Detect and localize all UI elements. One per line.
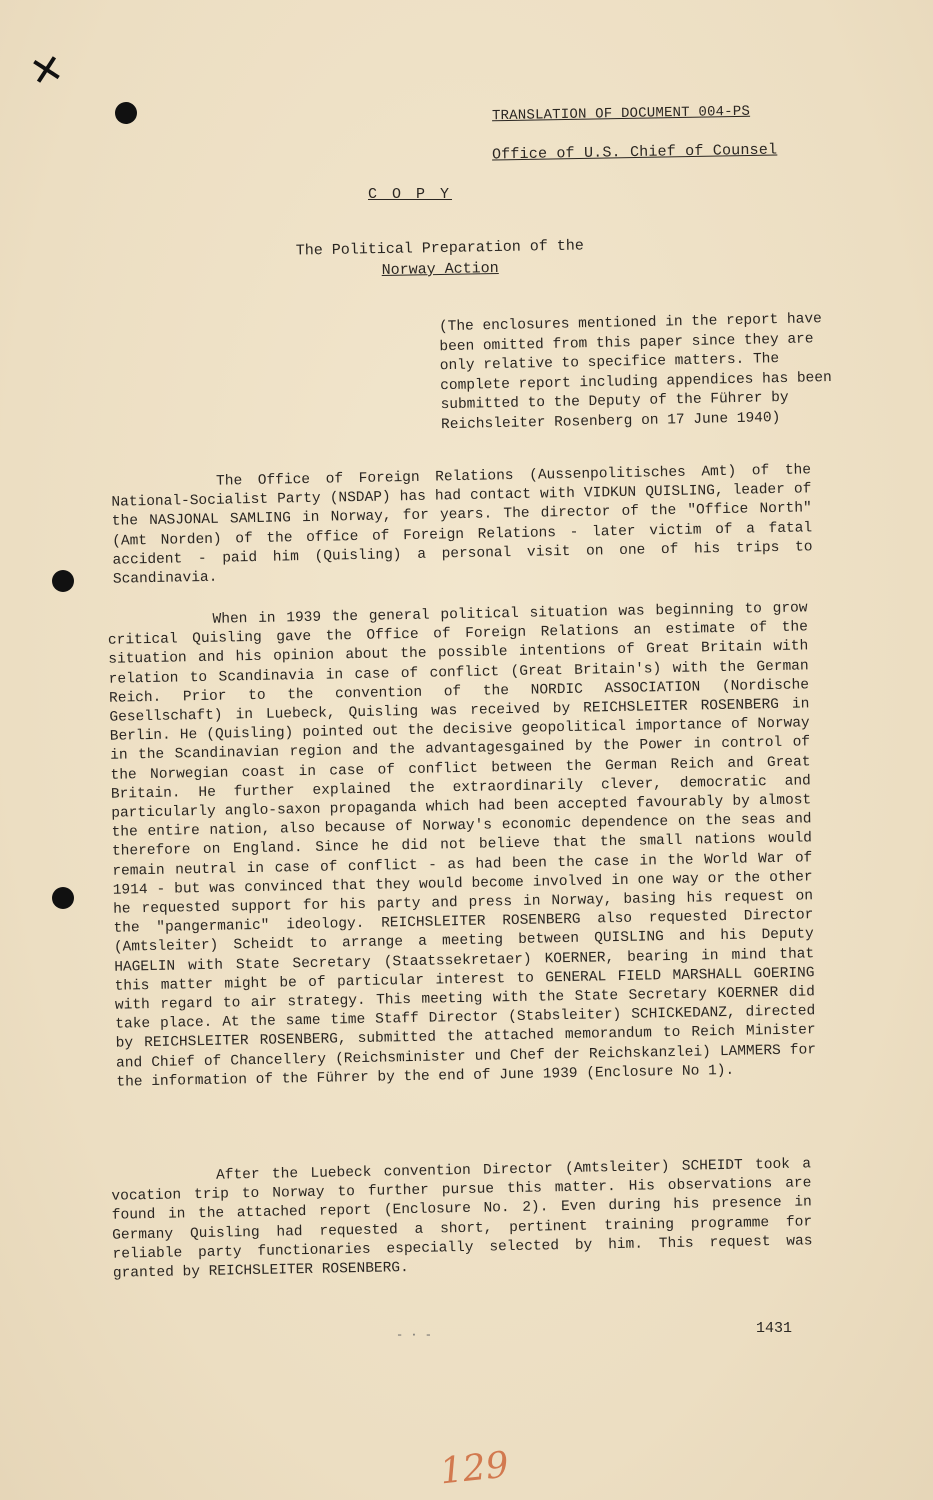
- title-line-2: Norway Action: [381, 259, 499, 280]
- translation-header: TRANSLATION OF DOCUMENT 004-PS: [491, 103, 751, 125]
- page-number: 1431: [756, 1320, 793, 1337]
- paragraph-3-text: After the Luebeck convention Director (Amtsleiter) SCHEIDT took a vocation trip to Norway to further pursue this matter. His observations are found in the attached report (Enclosure No. 2). Even during his presence in Germany Quisling had requested a short, pertinent training programme for reliable party functionaries especially selected by him. This request was granted by REICHSLEITER ROSENBERG.: [111, 1156, 813, 1282]
- enclosure-note: [439, 310, 841, 435]
- paragraph-1: [111, 461, 813, 590]
- punch-hole-middle: [52, 570, 74, 592]
- punch-hole-lower: [52, 887, 74, 909]
- punch-hole-top: [115, 102, 137, 124]
- paragraph-2-text: When in 1939 the general political situation was beginning to grow critical Quisling gave the Office of Foreign Relations an estimate of the situation and his opinion about the possible intentions of Great Britain with relation to Scandinavia in case of conflict (Great Britain's) with the German Reich. Prior to the convention of the NORDIC ASSOCIATION (Nordische Gesellschaft) in Luebeck, Quisling was received by REICHSLEITER ROSENBERG in Berlin. He (Quisling) pointed out the decisive geopolitical importance of Norway in the Scandinavian region and the advantagesgained by the Power in control of the Norwegian coast in case of conflict between the German Reich and Great Britain. He further explained the extraordinarily clever, democratic and particularly anglo-saxon propaganda which had been accepted favourably by almost the entire nation, also because of Norway's economic dependence on the seas and therefore on England. Since he did not believe that the small nations would remain neutral in case of conflict - as had been the case in the World War of 1914 - but was convinced that they would become involved in one way or the other he requested support for his party and press in Norway, basing his request on the "pangermanic" ideology. REICHSLEITER ROSENBERG also requested Director (Amtsleiter) Scheidt to arrange a meeting between QUISLING and his Deputy HAGELIN with State Secretary (Staatssekretaer) KOERNER, bearing in mind that this matter might be of particular interest to GENERAL FIELD MARSHALL GOERING with regard to air strategy. This meeting with the State Secretary KOERNER did take place. At the same time Staff Director (Stabsleiter) SCHICKEDANZ, directed by REICHSLEITER ROSENBERG, submitted the attached memorandum to Reich Minister and Chief of Chancellery (Reichsminister und Chef der Reichskanzlei) LAMMERS for the information of the Führer by the end of June 1939 (Enclosure No 1).: [107, 600, 817, 1091]
- office-header: Office of U.S. Chief of Counsel: [491, 141, 778, 164]
- title-line-1: The Political Preparation of the: [295, 237, 584, 260]
- speck-marks: - · -: [396, 1328, 433, 1342]
- document-title: [280, 235, 601, 283]
- paragraph-1-text: The Office of Foreign Relations (Aussenpolitisches Amt) of the National-Socialist Party (NSDAP) has had contact with VIDKUN QUISLING, leader of the NASJONAL SAMLING in Norway, for years. The director of the "Office North" (Amt Norden) of the office of Foreign Relations - later victim of a fatal accident - paid him (Quisling) a personal visit on one of his trips to Scandinavia.: [111, 462, 813, 588]
- enclosure-note-text: (The enclosures mentioned in the report have been omitted from this paper since they are only relative to specifice matters. The complete report including appendices has been submitted to the Deputy of the Führer by Reichsleiter Rosenberg on 17 June 1940): [438, 311, 832, 433]
- ink-mark: ✕: [25, 45, 68, 97]
- paragraph-2: [107, 599, 816, 1092]
- paragraph-3: [111, 1155, 813, 1284]
- copy-label: C O P Y: [368, 186, 453, 203]
- handwritten-number: 129: [438, 1444, 511, 1493]
